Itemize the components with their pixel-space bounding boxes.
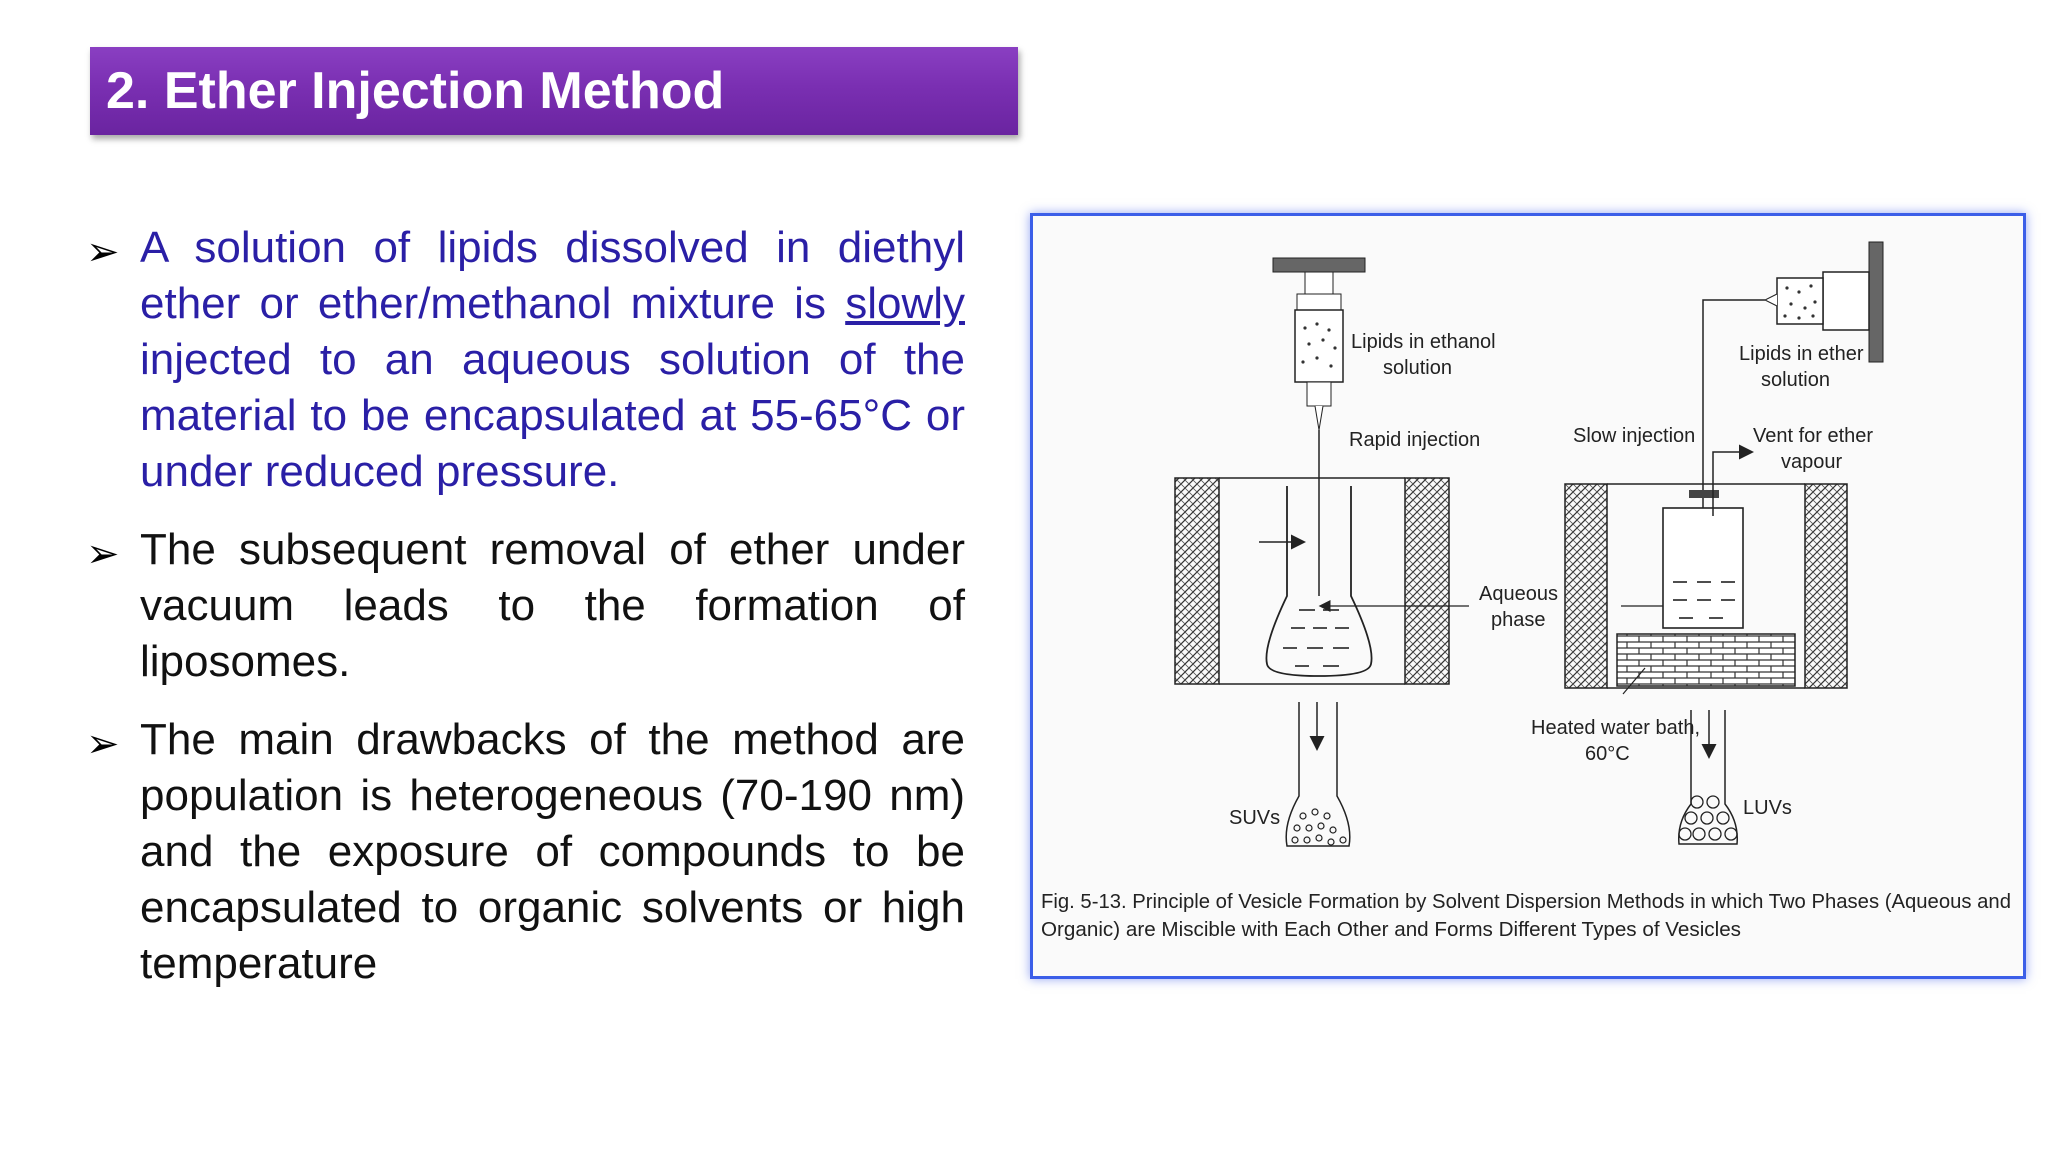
bullet-1-text-a: A solution of lipids dissolved in diethyl ether or ether/methanol mixture is bbox=[140, 223, 965, 328]
bullet-2-text: The subsequent removal of ether under vacuum leads to the formation of liposomes. bbox=[140, 525, 965, 686]
label-lipids-ethanol-solution: solution bbox=[1383, 357, 1452, 379]
bullet-3-text: The main drawbacks of the method are population is heterogeneous (70-190 nm) and the exposure of compounds to be encapsulated to organic solvents or high temperature bbox=[140, 715, 965, 988]
label-heated-water-bath: Heated water bath, bbox=[1531, 717, 1700, 739]
bullet-1-text-b: injected to an aqueous solution of the material to be encapsulated at 55-65°C or under reduced pressure. bbox=[140, 335, 965, 496]
label-lipids-ether-solution: solution bbox=[1761, 369, 1830, 391]
bullet-list bbox=[80, 220, 965, 1014]
label-aqueous-phase: phase bbox=[1491, 609, 1546, 631]
label-suvs: SUVs bbox=[1229, 807, 1281, 829]
label-slow-injection: Slow injection bbox=[1573, 425, 1696, 447]
right-water-bath bbox=[1565, 452, 1847, 694]
bullet-item-3 bbox=[80, 712, 965, 992]
label-rapid-injection: Rapid injection bbox=[1349, 429, 1481, 451]
figure-caption-line-1: Fig. 5-13. Principle of Vesicle Formation by Solvent Dispersion Methods in which Two Phases (Aqueous and bbox=[1041, 891, 2011, 913]
bullet-1-underlined-word: slowly bbox=[845, 279, 965, 328]
arrow-bullet-icon: ➢ bbox=[86, 722, 120, 766]
label-heated-temp: 60°C bbox=[1585, 743, 1630, 765]
label-aqueous: Aqueous bbox=[1479, 583, 1558, 605]
slide-title-bar bbox=[90, 47, 1018, 135]
slide-title: 2. Ether Injection Method bbox=[106, 62, 725, 120]
figure-frame bbox=[1030, 213, 2026, 979]
label-luvs: LUVs bbox=[1743, 797, 1792, 819]
bullet-item-1 bbox=[80, 220, 965, 500]
bullet-item-2 bbox=[80, 522, 965, 690]
arrow-bullet-icon: ➢ bbox=[86, 230, 120, 274]
suvs-flask bbox=[1286, 702, 1350, 846]
figure-caption-line-2: Organic) are Miscible with Each Other and Forms Different Types of Vesicles bbox=[1041, 919, 1741, 941]
vesicle-formation-diagram bbox=[1033, 216, 2023, 976]
label-vent-vapour: vapour bbox=[1781, 451, 1843, 473]
label-vent-ether: Vent for ether bbox=[1753, 425, 1874, 447]
label-lipids-ethanol: Lipids in ethanol bbox=[1351, 331, 1496, 353]
left-water-bath bbox=[1175, 478, 1469, 684]
label-lipids-ether: Lipids in ether bbox=[1739, 343, 1864, 365]
arrow-bullet-icon: ➢ bbox=[86, 532, 120, 576]
